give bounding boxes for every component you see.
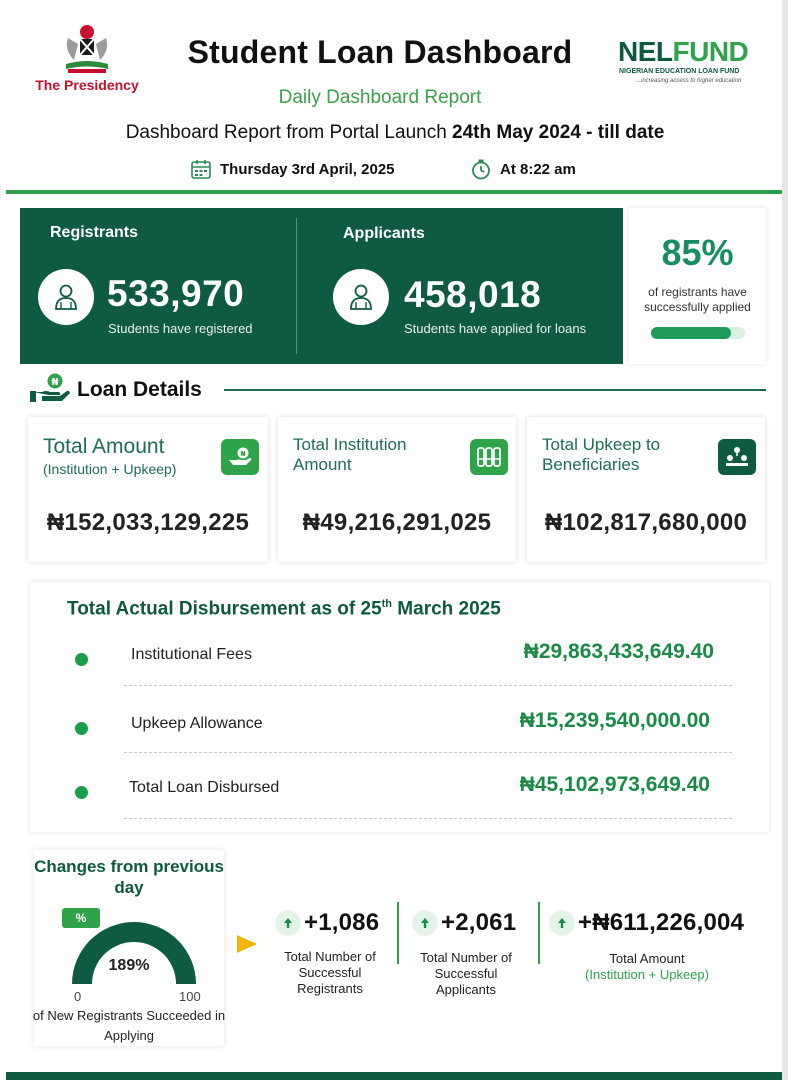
amount-delta <box>550 906 744 940</box>
applicants-count: 458,018 <box>404 274 542 315</box>
report-prefix: Dashboard Report from Portal Launch <box>125 122 453 143</box>
application-rate-card <box>629 208 766 364</box>
application-rate-bar <box>651 327 731 339</box>
amount-delta-caption-main: Total Amount <box>609 951 685 966</box>
disbursement-title <box>67 598 501 620</box>
logo-fullname: NIGERIAN EDUCATION LOAN FUND <box>619 68 740 75</box>
date-text: Thursday 3rd April, 2025 <box>220 160 395 178</box>
gauge-value: 189% <box>108 957 150 974</box>
hand-coin-icon <box>221 439 259 475</box>
people-network-icon <box>718 439 756 475</box>
total-amount-card <box>28 417 268 562</box>
report-period <box>20 122 770 144</box>
registrants-delta-caption: Total Number of Successful Registrants <box>284 949 376 996</box>
disbursement-panel <box>30 582 769 832</box>
total-amount-subtitle: (Institution + Upkeep) <box>43 461 177 477</box>
registrants-delta <box>276 906 379 940</box>
arrow-up-icon <box>413 911 437 935</box>
logo-text-fund: FUND <box>672 36 749 67</box>
institution-columns-icon <box>470 439 508 475</box>
registrants-caption: Students have registered <box>108 321 253 336</box>
arrow-up-icon <box>276 911 300 935</box>
stats-divider <box>296 218 297 354</box>
total-amount-title-block <box>43 435 176 477</box>
presidency-label: The Presidency <box>35 77 139 93</box>
page-subtitle: Daily Dashboard Report <box>278 87 482 108</box>
total-amount-title: Total Amount <box>43 435 165 458</box>
upkeep-amount-value: ₦102,817,680,000 <box>544 509 748 536</box>
delta-divider <box>538 902 540 964</box>
loan-hand-coin-icon <box>30 372 70 404</box>
header-divider <box>6 190 782 194</box>
total-loan-disbursed-value: ₦45,102,973,649.40 <box>519 773 710 796</box>
disbursement-title-sup: th <box>381 598 393 610</box>
loan-details-rule <box>224 389 766 391</box>
registrants-label: Registrants <box>50 224 139 241</box>
applicants-delta-value: +2,061 <box>441 909 517 936</box>
arrow-up-icon <box>550 911 574 935</box>
applicants-label: Applicants <box>343 225 425 242</box>
changes-title: Changes from previous day <box>34 857 224 897</box>
nelfund-logo <box>616 36 772 94</box>
total-amount-value: ₦152,033,129,225 <box>46 509 250 536</box>
institutional-fees-value: ₦29,863,433,649.40 <box>523 640 714 663</box>
percent-badge: % <box>62 908 100 928</box>
bullet-dot <box>75 786 88 799</box>
institution-amount-card <box>278 417 516 562</box>
total-loan-disbursed-label: Total Loan Disbursed <box>129 779 280 796</box>
institution-amount-title: Total Institution Amount <box>293 435 407 474</box>
upkeep-amount-title: Total Upkeep to Beneficiaries <box>542 435 661 474</box>
calendar-icon <box>190 158 212 180</box>
coat-of-arms-icon <box>52 20 122 76</box>
registrants-count: 533,970 <box>107 273 245 314</box>
row-divider <box>124 752 732 753</box>
changes-overlay <box>34 850 244 1050</box>
report-time <box>470 158 576 180</box>
logo-text-nel: NEL <box>618 36 673 67</box>
disbursement-title-suffix: March 2025 <box>392 598 501 620</box>
svg-text:₦: ₦ <box>240 450 246 458</box>
student-avatar-icon <box>38 269 94 325</box>
institutional-fees-label: Institutional Fees <box>131 646 252 663</box>
gauge-caption: of New Registrants Succeeded in Applying <box>32 1008 226 1043</box>
application-rate-value: 85% <box>661 232 734 273</box>
stopwatch-icon <box>470 158 492 180</box>
applicants-delta-caption: Total Number of Successful Applicants <box>420 950 512 997</box>
upkeep-allowance-value: ₦15,239,540,000.00 <box>519 709 710 732</box>
bullet-dot <box>75 653 88 666</box>
gauge-max: 100 <box>179 989 201 1004</box>
amount-delta-caption-sub: (Institution + Upkeep) <box>585 967 709 982</box>
amount-delta-caption <box>562 951 732 983</box>
amount-delta-value: +₦611,226,004 <box>578 909 745 936</box>
report-date <box>190 158 395 180</box>
row-divider <box>124 685 732 686</box>
bullet-dot <box>75 722 88 735</box>
disbursement-title-prefix: Total Actual Disbursement as of 25 <box>67 598 382 620</box>
page-title: Student Loan Dashboard <box>187 34 573 70</box>
logo-tagline: ...increasing access to higher education <box>636 78 742 84</box>
play-arrow-icon <box>235 933 259 955</box>
upkeep-allowance-label: Upkeep Allowance <box>131 715 263 732</box>
applicants-delta <box>413 906 516 940</box>
registrants-delta-value: +1,086 <box>304 909 380 936</box>
gauge-min: 0 <box>74 989 82 1004</box>
row-divider <box>124 818 732 819</box>
page-edge <box>782 0 788 1080</box>
svg-text:₦: ₦ <box>51 377 59 388</box>
report-range: 24th May 2024 - till date <box>452 122 665 143</box>
delta-divider <box>397 902 399 964</box>
institution-amount-value: ₦49,216,291,025 <box>302 509 492 536</box>
application-rate-caption: of registrants have successfully applied <box>644 285 751 314</box>
applicant-avatar-icon <box>333 269 389 325</box>
loan-details-title: Loan Details <box>77 378 202 401</box>
upkeep-amount-card <box>527 417 765 562</box>
footer-bar <box>6 1072 782 1080</box>
applicants-caption: Students have applied for loans <box>404 321 587 336</box>
time-text: At 8:22 am <box>500 160 576 178</box>
